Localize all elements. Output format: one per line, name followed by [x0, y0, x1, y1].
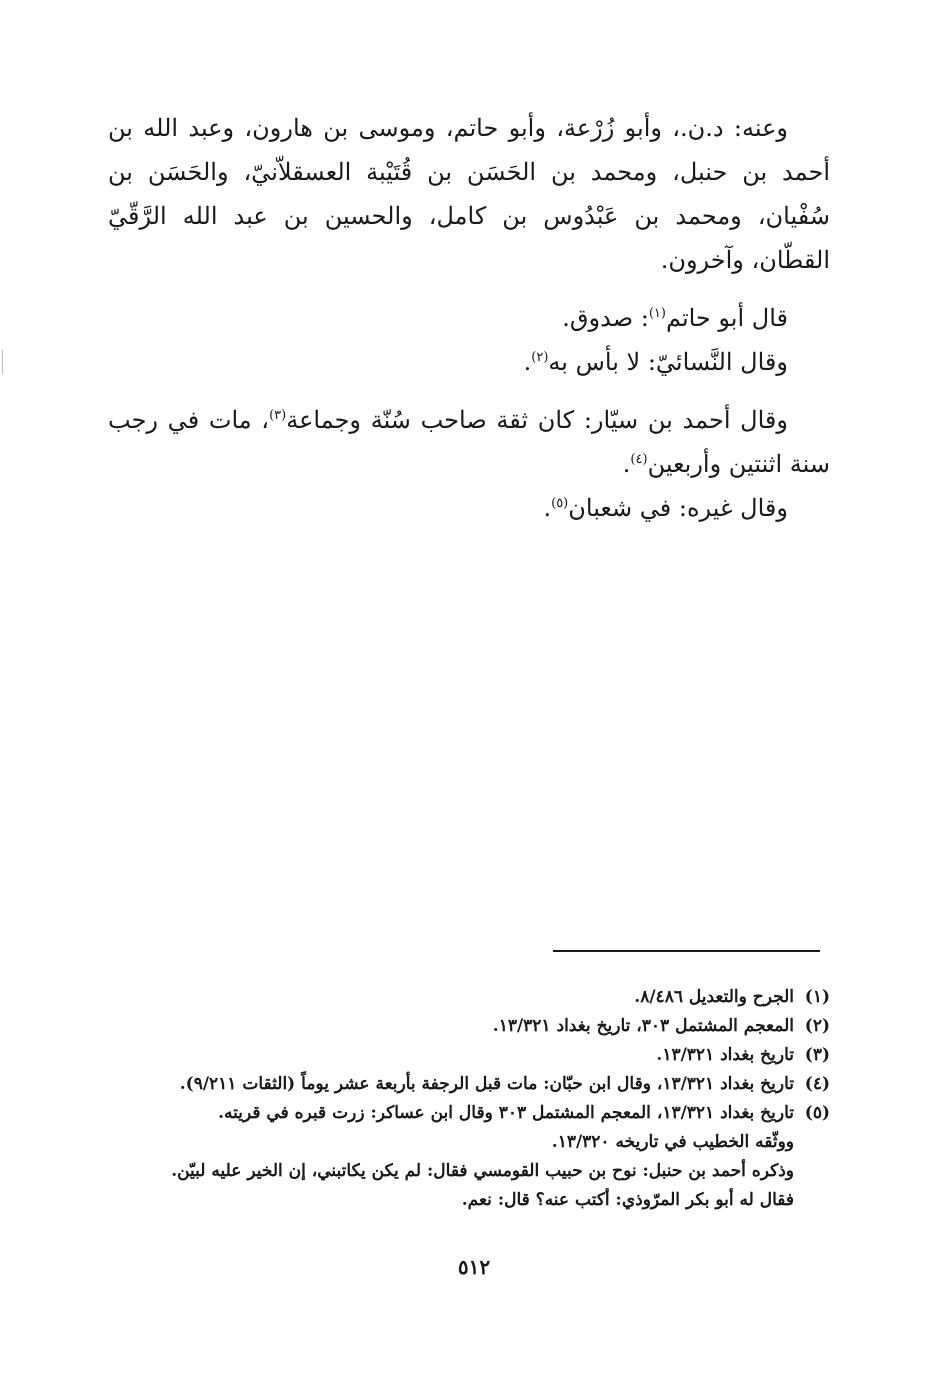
scan-margin-mark	[2, 350, 3, 374]
text-line: ومحمد بن عَبْدُوس بن كامل، والحسين بن عبد الله الرَّقّيّ القطّان، وآخرون.	[108, 202, 830, 274]
text-run: .	[523, 348, 532, 376]
footnote-text: المعجم المشتمل ٣٠٣، تاريخ بغداد ١٣/٣٢١.	[492, 1016, 794, 1036]
footnote-body	[108, 1041, 794, 1070]
footnote-body	[108, 983, 794, 1012]
paragraph-others	[108, 486, 830, 530]
footnote-text: ووثّقه الخطيب في تاريخه ١٣/٣٢٠.	[551, 1132, 794, 1152]
footnote-item	[108, 1041, 830, 1070]
paragraph-nasai	[108, 340, 830, 384]
footnote-divider	[553, 950, 820, 952]
footnote-reference[interactable]: (١)	[648, 306, 666, 321]
footnote-reference[interactable]: (٥)	[551, 496, 569, 511]
footnote-number: (٣)	[804, 1045, 830, 1065]
footnote-text: تاريخ بغداد ١٣/٣٢١.	[656, 1045, 794, 1065]
footnote-reference[interactable]: (٢)	[531, 350, 549, 365]
footnote-text: وذكره أحمد بن حنبل: نوح بن حبيب القومسي فقال: لم يكن يكاتبني، إن الخير عليه لبيّن.	[171, 1161, 794, 1181]
footnote-body	[108, 1099, 794, 1215]
footnote-number: (٤)	[804, 1074, 830, 1094]
footnote-item	[108, 1070, 830, 1099]
footnotes	[108, 983, 830, 1215]
text-run: قال أبو حاتم	[665, 304, 788, 332]
page-number: ٥١٢	[457, 1255, 491, 1279]
text-line: أحمد بن حنبل، ومحمد بن الحَسَن بن قُتَيْبة العسقلاّنيّ، والحَسَن بن سُفْيان،	[108, 158, 830, 230]
footnote-text: تاريخ بغداد ١٣/٣٢١، المعجم المشتمل ٣٠٣ وقال ابن عساكر: زرت قبره في قريته.	[218, 1103, 794, 1123]
paragraph-narrators	[108, 106, 830, 282]
footnote-number: (٥)	[804, 1103, 830, 1123]
footnote-text: تاريخ بغداد ١٣/٣٢١، وقال ابن حبّان: مات قبل الرجفة بأربعة عشر يوماً (الثقات ٩/٢١١).	[179, 1074, 794, 1094]
footnote-number: (١)	[804, 987, 830, 1007]
footnote-reference[interactable]: (٤)	[630, 452, 648, 467]
footnote-text: فقال له أبو بكر المرّوذي: أكتب عنه؟ قال: نعم.	[461, 1190, 794, 1210]
paragraph-abu-hatim	[108, 296, 830, 340]
text-run: وقال غيره: في شعبان	[568, 494, 788, 522]
footnote-text: الجرح والتعديل ٨/٤٨٦.	[634, 987, 794, 1007]
paragraph-ahmad-sayyar	[108, 398, 830, 486]
main-text	[108, 106, 830, 530]
footnote-item	[108, 1012, 830, 1041]
footnote-body	[108, 1012, 794, 1041]
text-run: وقال النَّسائيّ: لا بأس به	[548, 348, 788, 376]
text-run: .	[543, 494, 552, 522]
text-run: .	[622, 450, 631, 478]
footnote-reference[interactable]: (٣)	[269, 408, 287, 423]
text-run: وقال أحمد بن سيّار: كان ثقة صاحب سُنّة وجماعة	[286, 406, 788, 434]
footnote-item	[108, 983, 830, 1012]
footnote-body	[108, 1070, 794, 1099]
text-line: وعنه: د.ن.، وأبو زُرْعة، وأبو حاتم، وموسى بن هارون، وعبد الله بن	[108, 114, 788, 142]
footnote-number: (٢)	[804, 1016, 830, 1036]
text-run: ، مات في رجب سنة اثنتين وأربعين	[108, 406, 830, 478]
text-run: : صدوق.	[562, 304, 649, 332]
footnote-item	[108, 1099, 830, 1215]
